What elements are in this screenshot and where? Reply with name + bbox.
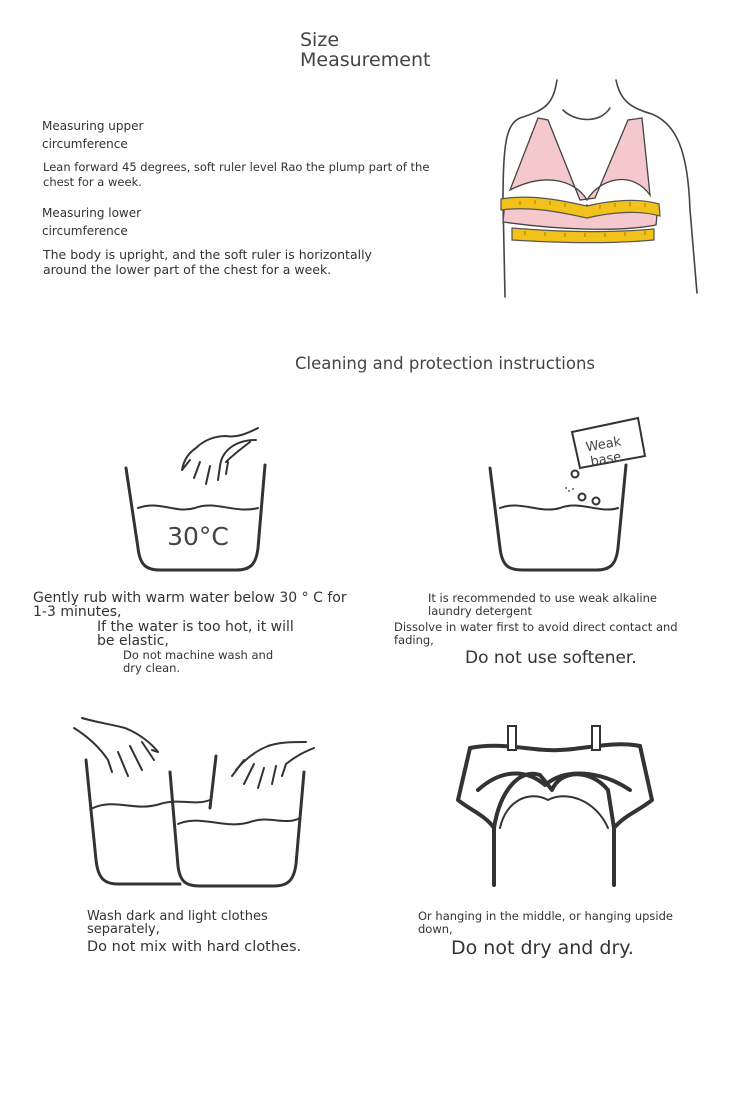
lower-label-line-2: circumference: [42, 224, 128, 238]
hanging-line-2: down,: [418, 922, 453, 936]
too-hot-line-1: If the water is too hot, it will: [97, 619, 294, 635]
hanging-note: [418, 910, 673, 936]
no-machine-line-2: dry clean.: [123, 661, 181, 675]
separate-wash-note: [87, 910, 268, 936]
upper-label-line-1: Measuring upper: [42, 119, 144, 133]
upper-label-line-2: circumference: [42, 137, 128, 151]
basin-temperature-label: 30°C: [167, 522, 229, 551]
separate-line-1: Wash dark and light clothes: [87, 909, 268, 924]
no-mix-note: Do not mix with hard clothes.: [87, 939, 302, 955]
warm-water-line-1: Gently rub with warm water below 30 ° C for: [33, 590, 347, 606]
dissolve-line-1: Dissolve in water first to avoid direct contact and: [394, 620, 678, 634]
dissolve-line-2: fading,: [394, 633, 434, 647]
upper-desc-line-1: Lean forward 45 degrees, soft ruler level Rao the plump part of the: [43, 160, 430, 174]
detergent-label-line-2: base: [589, 449, 623, 470]
separate-line-2: separately,: [87, 922, 160, 937]
upper-desc-line-2: chest for a week.: [43, 175, 142, 189]
no-softener-note: Do not use softener.: [465, 648, 637, 668]
page-title-line-1: Size: [300, 29, 340, 51]
alkaline-line-2: laundry detergent: [428, 604, 532, 618]
lower-desc-line-1: The body is upright, and the soft ruler is horizontally: [43, 247, 372, 262]
cleaning-section-title: Cleaning and protection instructions: [295, 354, 596, 373]
lower-label-line-1: Measuring lower: [42, 206, 142, 220]
lower-desc-line-2: around the lower part of the chest for a week.: [43, 262, 332, 277]
too-hot-line-2: be elastic,: [97, 633, 169, 649]
hanging-line-1: Or hanging in the middle, or hanging upside: [418, 909, 673, 923]
no-machine-line-1: Do not machine wash and: [123, 648, 274, 662]
no-dry-note: Do not dry and dry.: [451, 937, 634, 959]
warm-water-line-2: 1-3 minutes,: [33, 604, 122, 620]
alkaline-line-1: It is recommended to use weak alkaline: [428, 591, 657, 605]
detergent-label-line-1: Weak: [584, 434, 623, 456]
page-title-line-2: Measurement: [300, 49, 431, 71]
